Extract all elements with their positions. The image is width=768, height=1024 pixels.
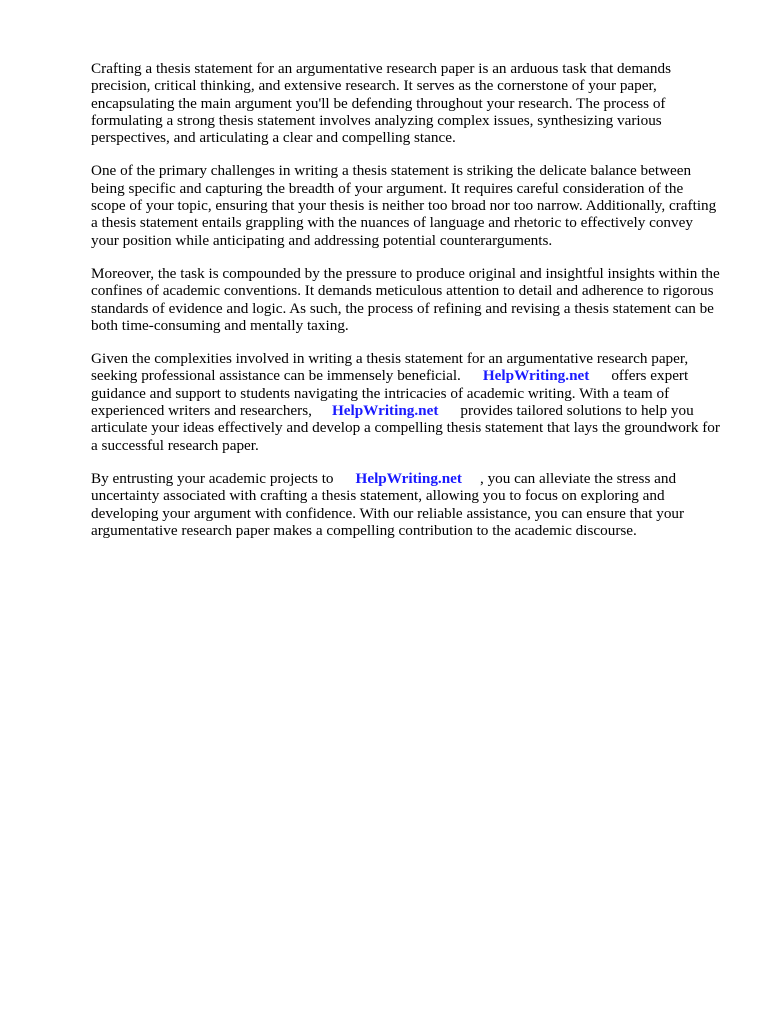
paragraph-4 (91, 350, 721, 454)
paragraph-5-text-a: By entrusting your academic projects to (91, 469, 334, 487)
paragraph-5 (91, 470, 721, 539)
document-body (91, 60, 721, 555)
paragraph-5-text-b: , you can alleviate the stress and uncertainty associated with crafting a thesis statement, allowing you to focus on exploring and developing your argument with confidence. With our reliable assistance, you can ensure that your argumentative research paper makes a compelling contribution to the academic discourse. (91, 469, 685, 539)
helpwriting-link-3[interactable]: HelpWriting.net (355, 469, 462, 487)
paragraph-3: Moreover, the task is compounded by the pressure to produce original and insightful insights within the confines of academic conventions. It demands meticulous attention to detail and adherence to rigorous standards of evidence and logic. As such, the process of refining and revising a thesis statement can be both time-consuming and mentally taxing. (91, 264, 720, 334)
paragraph-4-text-b: offers expert guidance and support to students navigating the intricacies of academic writing. With a team of experienced writers and researchers, (91, 367, 689, 420)
paragraph-4-text-c: provides tailored solutions to help you articulate your ideas effectively and develop a compelling thesis statement that lays the groundwork for a successful research paper. (91, 402, 720, 454)
paragraph-4-text-a: Given the complexities involved in writing a thesis statement for an argumentative research paper, seeking professional assistance can be immensely beneficial. (91, 350, 689, 385)
helpwriting-link-2[interactable]: HelpWriting.net (331, 402, 439, 420)
paragraph-1: Crafting a thesis statement for an argumentative research paper is an arduous task that demands precision, critical thinking, and extensive research. It serves as the cornerstone of your paper, encapsulating the main argument you'll be defending throughout your research. The process of formulating a strong thesis statement involves analyzing complex issues, synthesizing various perspectives, and articulating a clear and compelling stance. (91, 60, 672, 147)
helpwriting-link-1[interactable]: HelpWriting.net (482, 367, 590, 385)
paragraph-2: One of the primary challenges in writing a thesis statement is striking the delicate balance between being specific and capturing the breadth of your argument. It requires careful consideration of the scope of your topic, ensuring that your thesis is neither too broad nor too narrow. Additionally, crafting a thesis statement entails grappling with the nuances of language and rhetoric to effectively convey your position while anticipating and addressing potential counterarguments. (91, 162, 717, 249)
